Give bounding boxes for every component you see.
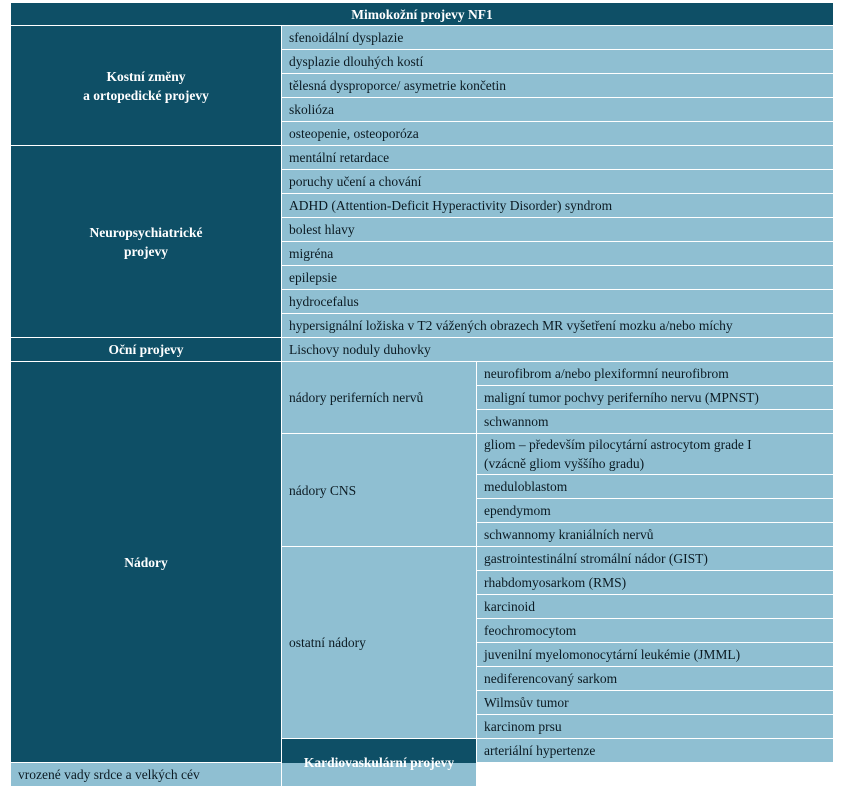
list-item: Lischovy noduly duhovky bbox=[282, 338, 834, 362]
table-row bbox=[11, 26, 834, 50]
list-item: vrozené vady srdce a velkých cév bbox=[11, 763, 477, 787]
list-item: ADHD (Attention-Deficit Hyperactivity Disorder) syndrom bbox=[282, 194, 834, 218]
subgroup-peripheral-nerve: nádory periferních nervů bbox=[282, 362, 477, 434]
list-item: karcinoid bbox=[477, 595, 834, 619]
nf1-table bbox=[10, 2, 834, 787]
category-label: Kostní změny bbox=[106, 68, 186, 84]
table-row bbox=[11, 338, 834, 362]
list-item: ependymom bbox=[477, 499, 834, 523]
list-item: rhabdomyosarkom (RMS) bbox=[477, 571, 834, 595]
list-item: feochromocytom bbox=[477, 619, 834, 643]
list-item: arteriální hypertenze bbox=[477, 739, 834, 763]
list-item: nediferencovaný sarkom bbox=[477, 667, 834, 691]
table-title: Mimokožní projevy NF1 bbox=[11, 3, 834, 26]
list-item: neurofibrom a/nebo plexiformní neurofibrom bbox=[477, 362, 834, 386]
table-row bbox=[11, 362, 834, 386]
subgroup-other: ostatní nádory bbox=[282, 547, 477, 739]
list-item: epilepsie bbox=[282, 266, 834, 290]
list-item: schwannom bbox=[477, 410, 834, 434]
list-item-line: (vzácně gliom vyššího gradu) bbox=[484, 456, 645, 471]
list-item: karcinom prsu bbox=[477, 715, 834, 739]
list-item-line: gliom – především pilocytární astrocytom grade I bbox=[484, 437, 752, 452]
list-item bbox=[477, 434, 834, 475]
category-tumors: Nádory bbox=[11, 362, 282, 763]
list-item: osteopenie, osteoporóza bbox=[282, 122, 834, 146]
table-row bbox=[11, 146, 834, 170]
list-item: hypersignální ložiska v T2 vážených obrazech MR vyšetření mozku a/nebo míchy bbox=[282, 314, 834, 338]
list-item: juvenilní myelomonocytární leukémie (JMML) bbox=[477, 643, 834, 667]
category-label: projevy bbox=[124, 243, 168, 259]
list-item: schwannomy kraniálních nervů bbox=[477, 523, 834, 547]
category-label: a ortopedické projevy bbox=[83, 87, 209, 103]
list-item: Wilmsův tumor bbox=[477, 691, 834, 715]
category-neuro bbox=[11, 146, 282, 338]
category-bone bbox=[11, 26, 282, 146]
list-item: dysplazie dlouhých kostí bbox=[282, 50, 834, 74]
list-item: gastrointestinální stromální nádor (GIST) bbox=[477, 547, 834, 571]
subgroup-cns: nádory CNS bbox=[282, 434, 477, 547]
list-item: migréna bbox=[282, 242, 834, 266]
list-item: poruchy učení a chování bbox=[282, 170, 834, 194]
list-item: meduloblastom bbox=[477, 475, 834, 499]
category-cardio: Kardiovaskulární projevy bbox=[282, 739, 477, 787]
category-label: Neuropsychiatrické bbox=[89, 224, 203, 240]
list-item: maligní tumor pochvy periferního nervu (MPNST) bbox=[477, 386, 834, 410]
list-item: mentální retardace bbox=[282, 146, 834, 170]
category-eye: Oční projevy bbox=[11, 338, 282, 362]
list-item: bolest hlavy bbox=[282, 218, 834, 242]
list-item: skolióza bbox=[282, 98, 834, 122]
list-item: sfenoidální dysplazie bbox=[282, 26, 834, 50]
list-item: hydrocefalus bbox=[282, 290, 834, 314]
list-item: tělesná dysproporce/ asymetrie končetin bbox=[282, 74, 834, 98]
